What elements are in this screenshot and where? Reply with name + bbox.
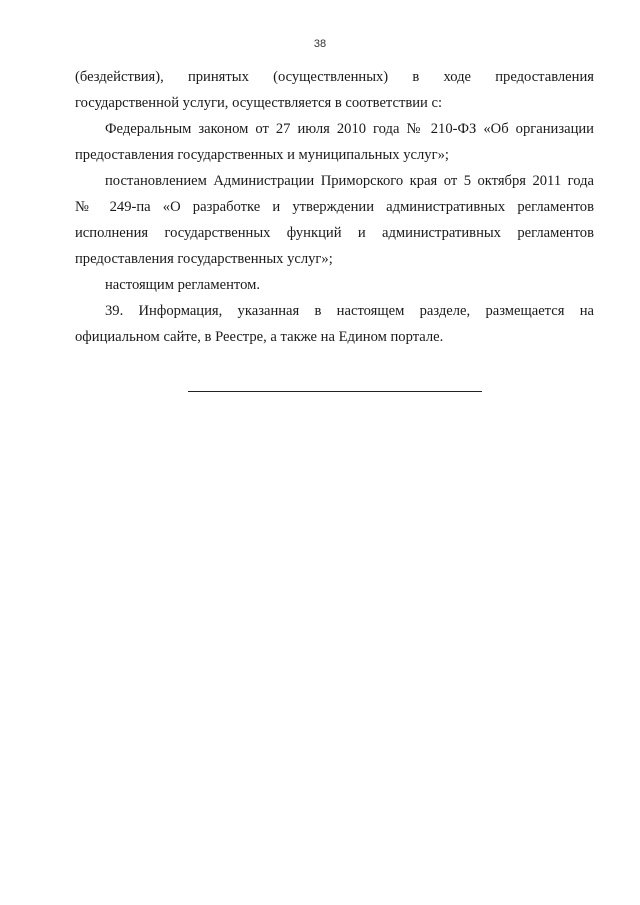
text-line: исполнения государственных функций и административных регламентов <box>75 225 594 241</box>
text-line: № 249-па «О разработке и утверждении административных регламентов <box>75 199 594 215</box>
text-line: государственной услуги, осуществляется в соответствии с: <box>75 95 443 111</box>
text-line: 39. Информация, указанная в настоящем разделе, размещается на <box>105 303 594 319</box>
text-line: настоящим регламентом. <box>105 277 261 293</box>
text-line: официальном сайте, в Реестре, а также на Едином портале. <box>75 329 444 345</box>
paragraph-regional-resolution <box>75 168 594 272</box>
paragraph-this-regulation <box>75 272 594 298</box>
paragraph-federal-law <box>75 116 594 168</box>
text-line: предоставления государственных услуг»; <box>75 251 333 267</box>
text-line: постановлением Администрации Приморского края от 5 октября 2011 года <box>105 173 594 189</box>
text-line: Федеральным законом от 27 июля 2010 года № 210-ФЗ «Об организации <box>105 121 594 137</box>
paragraph-39-information <box>75 298 594 350</box>
end-of-section-rule <box>188 391 482 392</box>
page-number: 38 <box>313 38 327 50</box>
paragraph-appeal-basis <box>75 64 594 116</box>
document-body <box>75 64 594 350</box>
text-line: предоставления государственных и муниципальных услуг»; <box>75 147 449 163</box>
text-line: (бездействия), принятых (осуществленных) в ходе предоставления <box>75 69 594 85</box>
